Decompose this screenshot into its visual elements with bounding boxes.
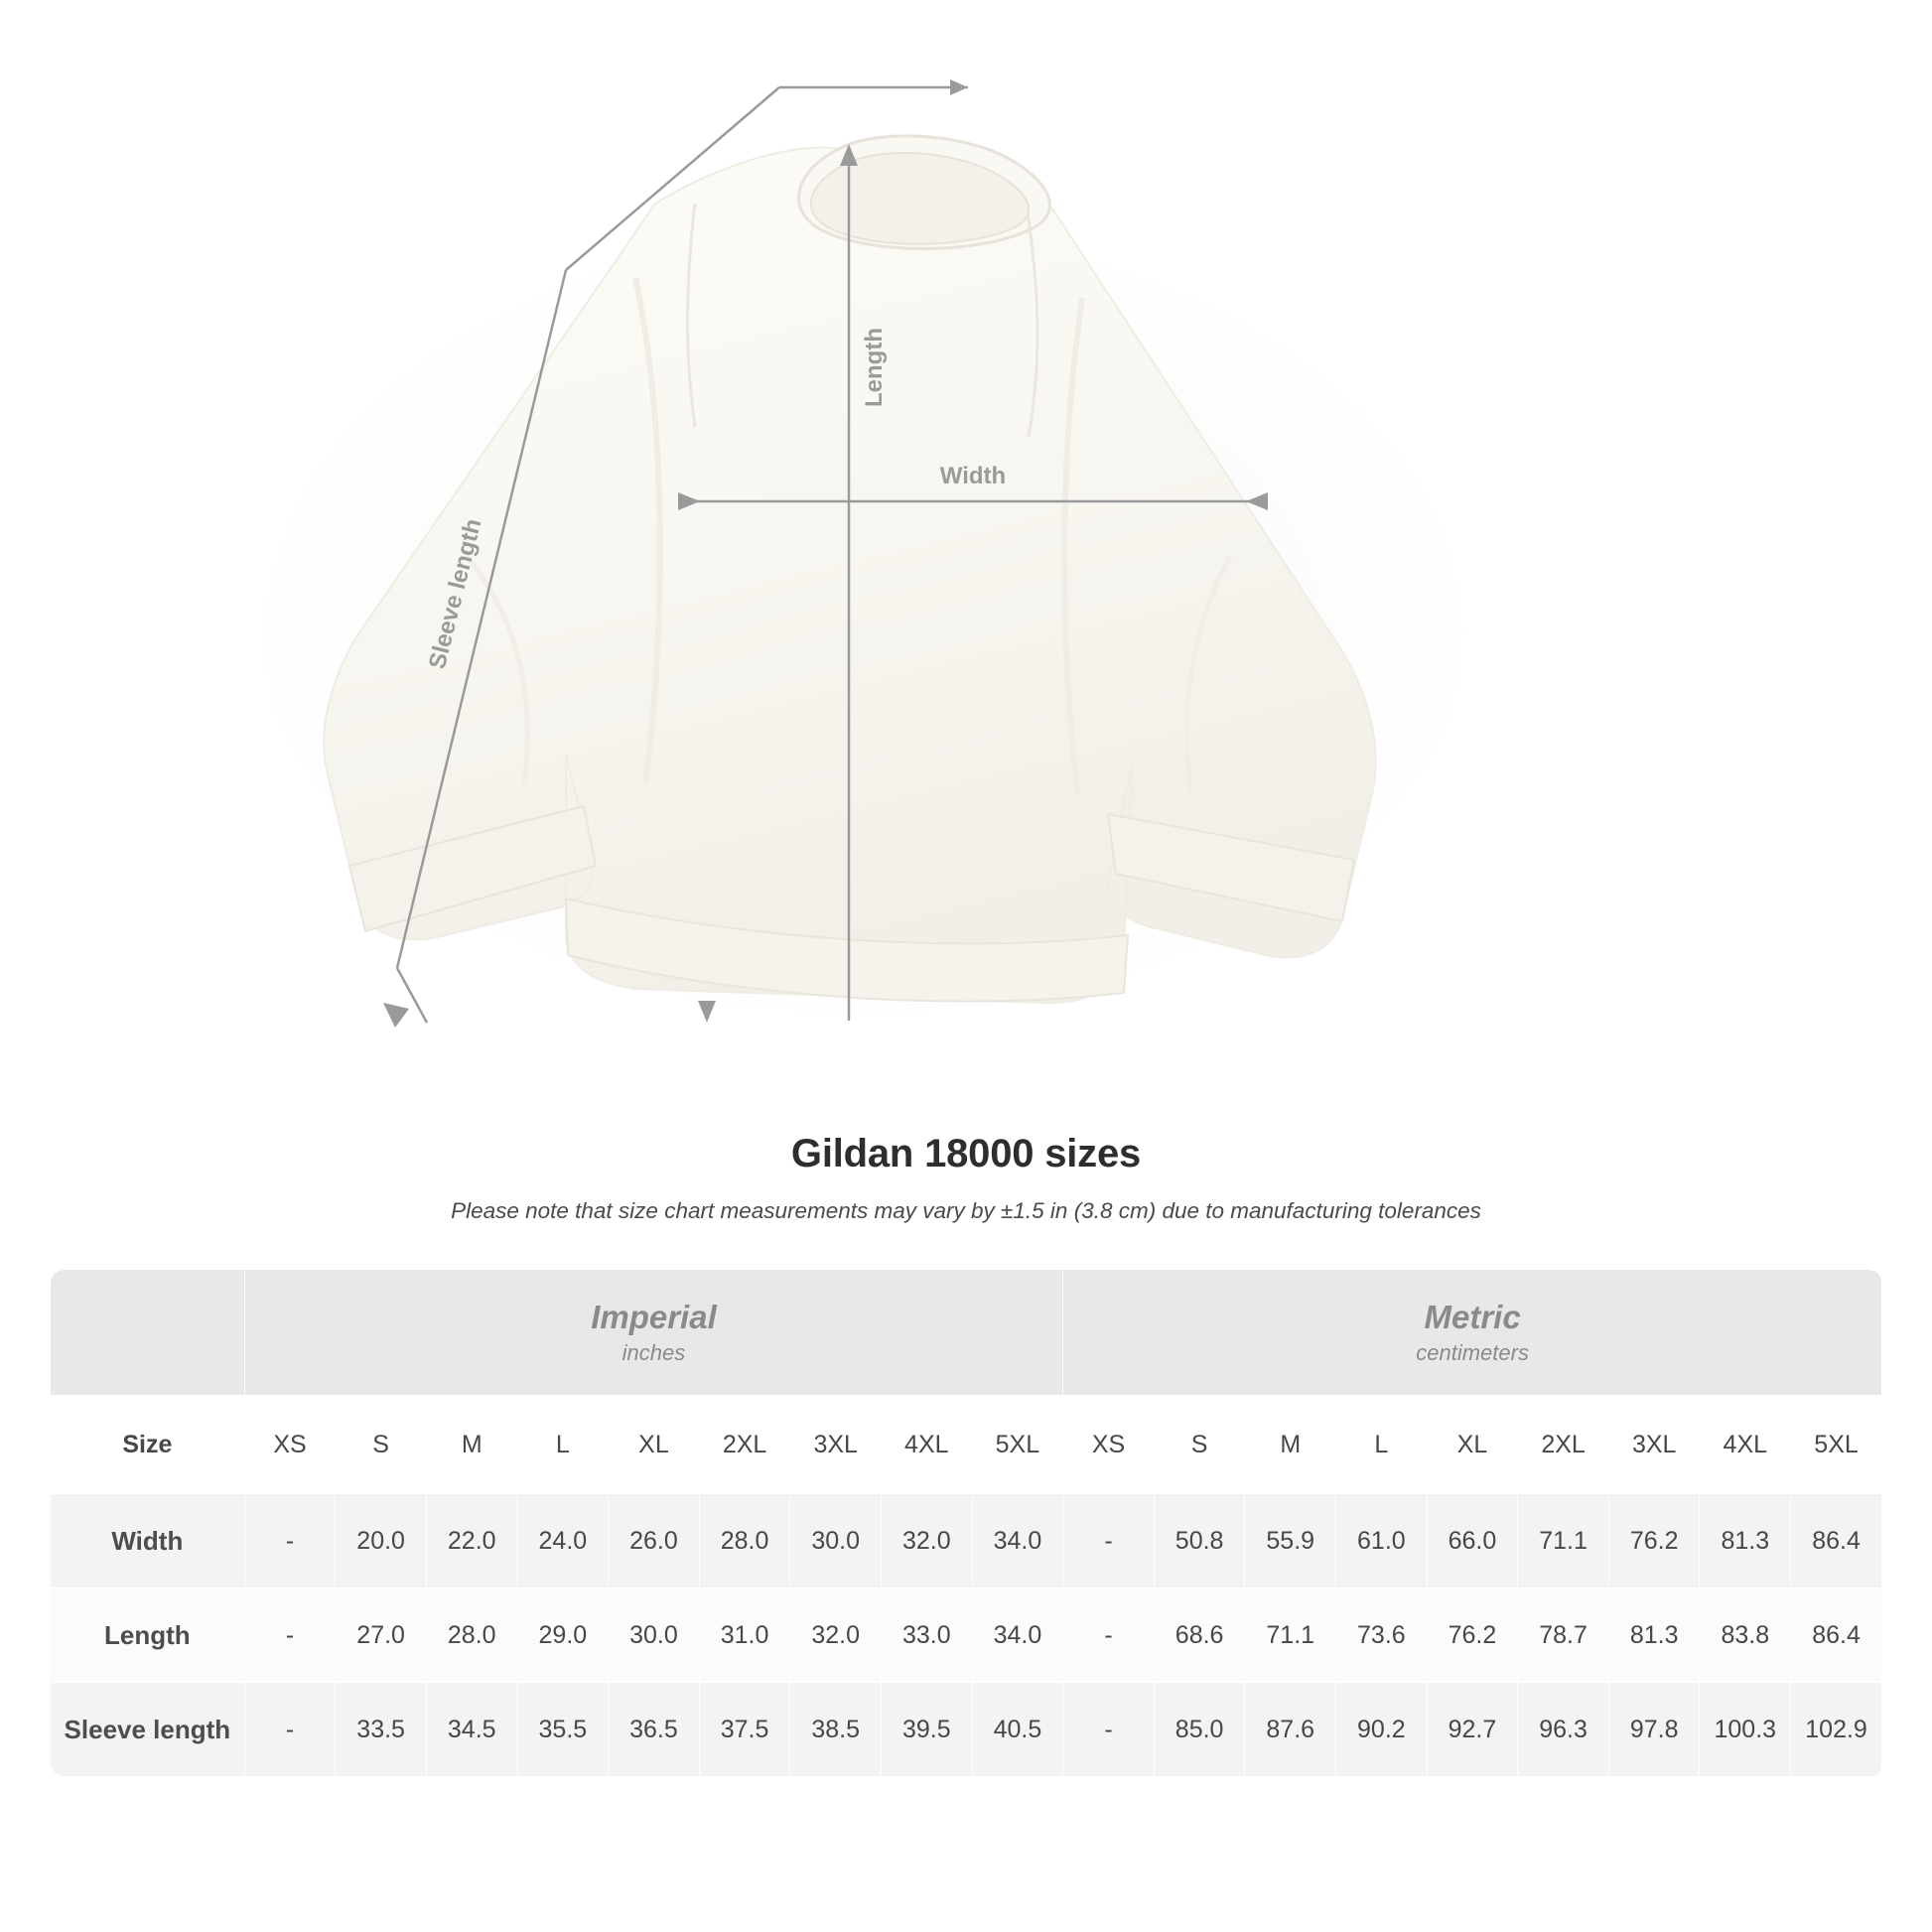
- size-header-metric-xs: XS: [1063, 1396, 1155, 1494]
- cell-width-imperial-s: 20.0: [336, 1494, 427, 1588]
- cell-sleeve-imperial-3xl: 38.5: [790, 1683, 882, 1777]
- cell-sleeve-imperial-4xl: 39.5: [881, 1683, 972, 1777]
- unit-sub-imperial: inches: [621, 1339, 686, 1365]
- cell-width-metric-xs: -: [1063, 1494, 1155, 1588]
- cell-length-metric-xs: -: [1063, 1588, 1155, 1683]
- unit-header-metric: [1063, 1270, 1882, 1396]
- size-header-metric-3xl: 3XL: [1608, 1396, 1700, 1494]
- cell-sleeve-metric-5xl: 102.9: [1791, 1683, 1882, 1777]
- cell-width-metric-xl: 66.0: [1427, 1494, 1518, 1588]
- length-label: Length: [861, 328, 888, 407]
- table-row: [51, 1588, 1882, 1683]
- size-header-row: [51, 1396, 1882, 1494]
- cell-length-metric-xl: 76.2: [1427, 1588, 1518, 1683]
- size-header-imperial-m: M: [426, 1396, 517, 1494]
- cell-width-metric-4xl: 81.3: [1700, 1494, 1791, 1588]
- cell-width-imperial-xs: -: [244, 1494, 336, 1588]
- size-header-metric-l: L: [1336, 1396, 1428, 1494]
- cell-length-imperial-xs: -: [244, 1588, 336, 1683]
- cell-length-metric-2xl: 78.7: [1518, 1588, 1609, 1683]
- size-header-imperial-xl: XL: [609, 1396, 700, 1494]
- table-row: [51, 1494, 1882, 1588]
- size-header-imperial-2xl: 2XL: [699, 1396, 790, 1494]
- size-table-wrap: [50, 1269, 1882, 1777]
- size-header-metric-m: M: [1245, 1396, 1336, 1494]
- cell-width-imperial-xl: 26.0: [609, 1494, 700, 1588]
- unit-header-row: [51, 1270, 1882, 1396]
- size-header-metric-xl: XL: [1427, 1396, 1518, 1494]
- cell-width-metric-s: 50.8: [1154, 1494, 1245, 1588]
- width-label: Width: [939, 463, 1007, 489]
- cell-width-imperial-l: 24.0: [517, 1494, 609, 1588]
- size-header-imperial-s: S: [336, 1396, 427, 1494]
- unit-name-metric: Metric: [1424, 1299, 1521, 1336]
- cell-sleeve-metric-4xl: 100.3: [1700, 1683, 1791, 1777]
- unit-sub-metric: centimeters: [1416, 1339, 1529, 1365]
- cell-length-imperial-xl: 30.0: [609, 1588, 700, 1683]
- row-label-sleeve-length: Sleeve length: [51, 1683, 245, 1777]
- cell-length-metric-s: 68.6: [1154, 1588, 1245, 1683]
- cell-width-imperial-3xl: 30.0: [790, 1494, 882, 1588]
- row-label-length: Length: [51, 1588, 245, 1683]
- size-header-label: Size: [51, 1396, 245, 1494]
- cell-sleeve-metric-2xl: 96.3: [1518, 1683, 1609, 1777]
- cell-sleeve-imperial-xs: -: [244, 1683, 336, 1777]
- cell-length-imperial-l: 29.0: [517, 1588, 609, 1683]
- cell-sleeve-metric-l: 90.2: [1336, 1683, 1428, 1777]
- cell-length-imperial-m: 28.0: [426, 1588, 517, 1683]
- cell-length-metric-5xl: 86.4: [1791, 1588, 1882, 1683]
- tolerance-note: Please note that size chart measurements may vary by ±1.5 in (3.8 cm) due to manufacturing tolerances: [451, 1198, 1481, 1223]
- size-header-metric-4xl: 4XL: [1700, 1396, 1791, 1494]
- cell-width-metric-3xl: 76.2: [1608, 1494, 1700, 1588]
- cell-width-imperial-4xl: 32.0: [881, 1494, 972, 1588]
- cell-sleeve-imperial-2xl: 37.5: [699, 1683, 790, 1777]
- cell-width-imperial-2xl: 28.0: [699, 1494, 790, 1588]
- table-row: [51, 1683, 1882, 1777]
- size-header-metric-s: S: [1154, 1396, 1245, 1494]
- cell-sleeve-metric-m: 87.6: [1245, 1683, 1336, 1777]
- size-header-imperial-5xl: 5XL: [972, 1396, 1063, 1494]
- cell-length-imperial-2xl: 31.0: [699, 1588, 790, 1683]
- size-header-metric-2xl: 2XL: [1518, 1396, 1609, 1494]
- unit-name-imperial: Imperial: [591, 1299, 717, 1336]
- cell-sleeve-imperial-xl: 36.5: [609, 1683, 700, 1777]
- cell-sleeve-imperial-5xl: 40.5: [972, 1683, 1063, 1777]
- cell-length-metric-4xl: 83.8: [1700, 1588, 1791, 1683]
- unit-header-spacer: [51, 1270, 245, 1396]
- unit-header-imperial: [244, 1270, 1063, 1396]
- cell-length-imperial-3xl: 32.0: [790, 1588, 882, 1683]
- cell-sleeve-metric-3xl: 97.8: [1608, 1683, 1700, 1777]
- cell-width-metric-l: 61.0: [1336, 1494, 1428, 1588]
- size-header-imperial-4xl: 4XL: [881, 1396, 972, 1494]
- cell-sleeve-imperial-m: 34.5: [426, 1683, 517, 1777]
- page-title: Gildan 18000 sizes: [790, 1132, 1142, 1175]
- size-header-metric-5xl: 5XL: [1791, 1396, 1882, 1494]
- cell-length-metric-m: 71.1: [1245, 1588, 1336, 1683]
- sleeve-length-label: Sleeve length: [423, 515, 487, 672]
- cell-length-imperial-s: 27.0: [336, 1588, 427, 1683]
- cell-length-metric-3xl: 81.3: [1608, 1588, 1700, 1683]
- cell-length-metric-l: 73.6: [1336, 1588, 1428, 1683]
- cell-sleeve-imperial-s: 33.5: [336, 1683, 427, 1777]
- cell-length-imperial-4xl: 33.0: [881, 1588, 972, 1683]
- cell-sleeve-metric-xs: -: [1063, 1683, 1155, 1777]
- cell-width-imperial-m: 22.0: [426, 1494, 517, 1588]
- cell-width-metric-5xl: 86.4: [1791, 1494, 1882, 1588]
- row-label-width: Width: [51, 1494, 245, 1588]
- cell-length-imperial-5xl: 34.0: [972, 1588, 1063, 1683]
- cell-sleeve-metric-xl: 92.7: [1427, 1683, 1518, 1777]
- cell-width-imperial-5xl: 34.0: [972, 1494, 1063, 1588]
- cell-sleeve-imperial-l: 35.5: [517, 1683, 609, 1777]
- heading-block: [0, 1132, 1932, 1224]
- cell-width-metric-2xl: 71.1: [1518, 1494, 1609, 1588]
- size-header-imperial-l: L: [517, 1396, 609, 1494]
- size-header-imperial-3xl: 3XL: [790, 1396, 882, 1494]
- cell-width-metric-m: 55.9: [1245, 1494, 1336, 1588]
- size-table: [50, 1269, 1882, 1777]
- cell-sleeve-metric-s: 85.0: [1154, 1683, 1245, 1777]
- size-header-imperial-xs: XS: [244, 1396, 336, 1494]
